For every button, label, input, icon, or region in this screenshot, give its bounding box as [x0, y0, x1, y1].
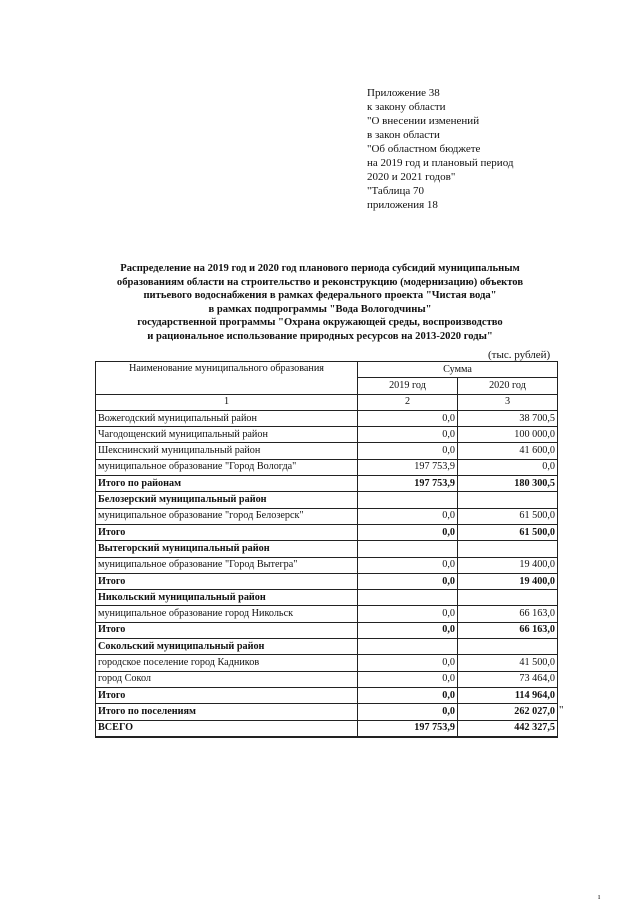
- margin-mark: ı: [598, 892, 601, 901]
- table-row: [96, 704, 558, 720]
- row-name: Никольский муниципальный район: [96, 590, 358, 606]
- table-row: [96, 524, 558, 540]
- row-value-2019: 0,0: [358, 655, 458, 671]
- title-line: и рациональное использование природных ресурсов на 2013-2020 годы": [147, 330, 493, 342]
- table-row: [96, 427, 558, 443]
- row-name: Вытегорский муниципальный район: [96, 541, 358, 557]
- row-name: ВСЕГО: [96, 720, 358, 737]
- table-row: [96, 557, 558, 573]
- row-value-2020: 61 500,0: [458, 508, 558, 524]
- table-row: [96, 573, 558, 589]
- row-value-2020: [458, 639, 558, 655]
- column-number: 2: [358, 394, 458, 410]
- row-name: муниципальное образование "Город Вологда": [96, 459, 358, 475]
- column-number-row: [96, 394, 558, 410]
- row-value-2019: 0,0: [358, 704, 458, 720]
- table-row: [96, 720, 558, 737]
- row-value-2020: 66 163,0: [458, 606, 558, 622]
- header-sum: Сумма: [358, 362, 558, 378]
- title-line: государственной программы "Охрана окружающей среды, воспроизводство: [137, 317, 503, 329]
- row-name: Сокольский муниципальный район: [96, 639, 358, 655]
- header-row: [96, 362, 558, 378]
- header-name: Наименование муниципального образования: [96, 362, 358, 395]
- row-value-2020: 66 163,0: [458, 622, 558, 638]
- row-name: муниципальное образование "Город Вытегра": [96, 557, 358, 573]
- row-value-2019: 0,0: [358, 557, 458, 573]
- row-value-2019: [358, 492, 458, 508]
- table-row: [96, 541, 558, 557]
- table-row: [96, 459, 558, 475]
- title-line: Распределение на 2019 год и 2020 год планового периода субсидий муниципальным: [120, 263, 520, 274]
- row-value-2020: 19 400,0: [458, 557, 558, 573]
- row-value-2019: 0,0: [358, 524, 458, 540]
- row-value-2019: 0,0: [358, 671, 458, 687]
- row-name: Итого: [96, 573, 358, 589]
- row-name: Шекснинский муниципальный район: [96, 443, 358, 459]
- title-line: образованиям области на строительство и реконструкцию (модернизацию) объектов: [116, 276, 524, 288]
- row-value-2020: 73 464,0: [458, 671, 558, 687]
- appendix-line: 2020 и 2021 годов": [367, 171, 456, 183]
- appendix-line: "О внесении изменений: [367, 115, 480, 127]
- row-name: муниципальное образование "город Белозерск": [96, 508, 358, 524]
- table-row: [96, 655, 558, 671]
- row-name: Итого по поселениям: [96, 704, 358, 720]
- row-name: город Сокол: [96, 671, 358, 687]
- row-name: городское поселение город Кадников: [96, 655, 358, 671]
- header-2020: 2020 год: [458, 378, 558, 394]
- row-name: муниципальное образование город Никольск: [96, 606, 358, 622]
- row-name: Чагодощенский муниципальный район: [96, 427, 358, 443]
- row-value-2020: [458, 541, 558, 557]
- row-value-2019: 0,0: [358, 410, 458, 426]
- column-number: 1: [96, 394, 358, 410]
- row-value-2020: 41 600,0: [458, 443, 558, 459]
- appendix-line: "Об областном бюджете: [367, 143, 481, 155]
- row-value-2020: 114 964,0: [458, 687, 558, 703]
- table-row: [96, 476, 558, 492]
- row-value-2019: 0,0: [358, 443, 458, 459]
- title-line: питьевого водоснабжения в рамках федерального проекта "Чистая вода": [143, 290, 497, 302]
- row-value-2019: 197 753,9: [358, 459, 458, 475]
- row-value-2020: 0,0: [458, 459, 558, 475]
- row-value-2020: 180 300,5: [458, 476, 558, 492]
- table-row: [96, 410, 558, 426]
- document-title: [90, 262, 550, 344]
- appendix-line: приложения 18: [367, 199, 438, 211]
- table-row: [96, 687, 558, 703]
- row-value-2019: 197 753,9: [358, 476, 458, 492]
- appendix-line: Приложение 38: [367, 87, 440, 99]
- row-value-2019: 0,0: [358, 606, 458, 622]
- table-row: [96, 590, 558, 606]
- row-name: Вожегодский муниципальный район: [96, 410, 358, 426]
- row-value-2020: 442 327,5: [458, 720, 558, 737]
- appendix-line: к закону области: [367, 101, 446, 113]
- table-row: [96, 508, 558, 524]
- column-number: 3: [458, 394, 558, 410]
- header-2019: 2019 год: [358, 378, 458, 394]
- row-value-2019: [358, 590, 458, 606]
- row-value-2019: 0,0: [358, 573, 458, 589]
- row-value-2019: 0,0: [358, 508, 458, 524]
- title-line: в рамках подпрограммы "Вода Вологодчины": [208, 303, 432, 315]
- row-name: Белозерский муниципальный район: [96, 492, 358, 508]
- table-row: [96, 639, 558, 655]
- table-row: [96, 492, 558, 508]
- row-value-2019: [358, 541, 458, 557]
- units-label: (тыс. рублей): [488, 349, 551, 361]
- appendix-line: на 2019 год и плановый период: [367, 157, 514, 169]
- table-row: [96, 606, 558, 622]
- subsidy-table: [95, 361, 558, 738]
- closing-quote: ": [559, 704, 564, 716]
- row-name: Итого: [96, 622, 358, 638]
- row-value-2020: 41 500,0: [458, 655, 558, 671]
- row-value-2020: 38 700,5: [458, 410, 558, 426]
- appendix-note: [367, 86, 513, 212]
- table-row: [96, 443, 558, 459]
- row-value-2019: 197 753,9: [358, 720, 458, 737]
- row-value-2019: 0,0: [358, 622, 458, 638]
- table-row: [96, 671, 558, 687]
- appendix-line: "Таблица 70: [367, 185, 425, 197]
- row-value-2020: [458, 590, 558, 606]
- row-value-2020: [458, 492, 558, 508]
- row-value-2020: 262 027,0: [458, 704, 558, 720]
- row-value-2020: 100 000,0: [458, 427, 558, 443]
- row-name: Итого по районам: [96, 476, 358, 492]
- row-value-2019: [358, 639, 458, 655]
- row-value-2020: 19 400,0: [458, 573, 558, 589]
- row-name: Итого: [96, 687, 358, 703]
- row-value-2020: 61 500,0: [458, 524, 558, 540]
- table-row: [96, 622, 558, 638]
- row-value-2019: 0,0: [358, 427, 458, 443]
- appendix-line: в закон области: [367, 129, 440, 141]
- row-value-2019: 0,0: [358, 687, 458, 703]
- row-name: Итого: [96, 524, 358, 540]
